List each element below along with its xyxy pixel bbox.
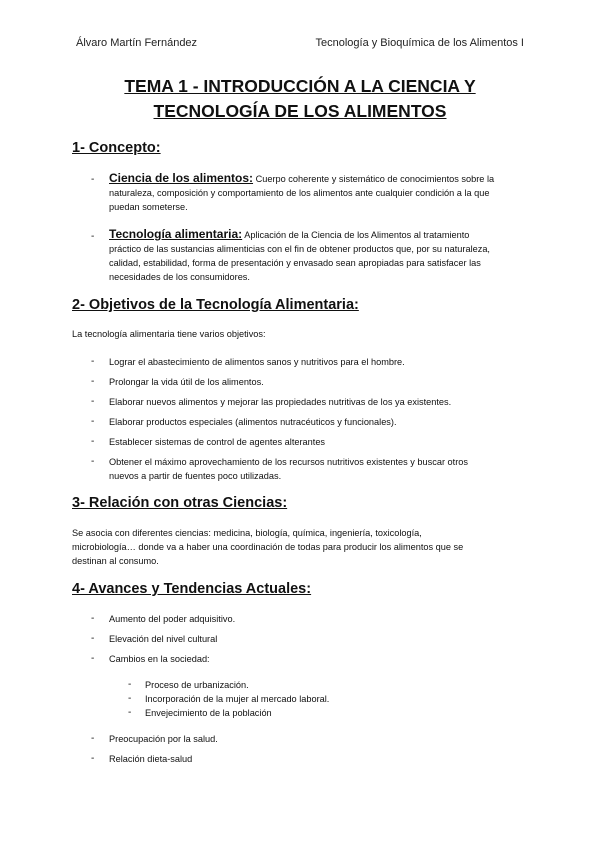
list-item: Obtener el máximo aprovechamiento de los recursos nutritivos existentes y buscar otros — [109, 457, 468, 467]
list-item: Relación dieta-salud — [109, 754, 193, 764]
sub-list-item: Proceso de urbanización. — [145, 680, 249, 690]
list-item: Prolongar la vida útil de los alimentos. — [109, 377, 264, 387]
title-line-1: TEMA 1 - INTRODUCCIÓN A LA CIENCIA Y — [124, 76, 476, 96]
bullet-dash: - — [91, 456, 95, 467]
bullet-dash: - — [91, 231, 95, 242]
list-item: Lograr el abastecimiento de alimentos sanos y nutritivos para el hombre. — [109, 357, 405, 367]
list-item: Elaborar productos especiales (alimentos nutracéuticos y funcionales). — [109, 417, 397, 427]
list-item: Preocupación por la salud. — [109, 734, 218, 744]
bullet-dash: - — [91, 174, 95, 185]
bullet-dash: - — [91, 733, 95, 744]
section-3-heading: 3- Relación con otras Ciencias: — [72, 495, 288, 511]
definition-text: Aplicación de la Ciencia de los Alimentos al tratamiento — [244, 230, 470, 240]
definition-1-line-3: puedan someterse. — [109, 202, 188, 212]
definition-term: Ciencia de los alimentos: — [109, 171, 254, 185]
list-item: Elevación del nivel cultural — [109, 634, 218, 644]
list-item-continuation: nuevos a partir de fuentes poco utilizadas. — [109, 471, 282, 481]
definition-2-line-2: práctico de las sustancias alimenticias con el fin de obtener productos que, por su naturaleza, — [109, 244, 490, 254]
section-3-line-2: microbiología… donde va a haber una coordinación de todas para producir los alimentos que se — [72, 542, 464, 552]
list-item: Cambios en la sociedad: — [109, 654, 210, 664]
bullet-dash: - — [91, 613, 95, 624]
definition-2-line-3: calidad, estabilidad, forma de presentación y envasado sean apropiadas para satisfacer las — [109, 258, 481, 268]
bullet-dash: - — [91, 416, 95, 427]
section-2-intro: La tecnología alimentaria tiene varios objetivos: — [72, 329, 266, 339]
title-line-2: TECNOLOGÍA DE LOS ALIMENTOS — [153, 101, 447, 121]
definition-2-line-4: necesidades de los consumidores. — [109, 272, 250, 282]
document-title — [0, 74, 600, 124]
list-item: Establecer sistemas de control de agentes alterantes — [109, 437, 326, 447]
sub-list-item: Envejecimiento de la población — [145, 708, 272, 718]
bullet-dash: - — [91, 653, 95, 664]
section-3-line-1: Se asocia con diferentes ciencias: medicina, biología, química, ingeniería, toxicología, — [72, 528, 422, 538]
bullet-dash: - — [91, 376, 95, 387]
section-1-heading: 1- Concepto: — [72, 140, 161, 156]
bullet-dash: - — [91, 356, 95, 367]
sub-bullet-dash: - — [128, 707, 132, 718]
definition-1-line-2: naturaleza, composición y comportamiento de los alimentos ante cualquier condición a la que — [109, 188, 490, 198]
section-2-heading: 2- Objetivos de la Tecnología Alimentaria: — [72, 297, 359, 313]
bullet-dash: - — [91, 436, 95, 447]
list-item: Elaborar nuevos alimentos y mejorar las propiedades nutritivas de los ya existentes. — [109, 397, 452, 407]
bullet-dash: - — [91, 633, 95, 644]
sub-bullet-dash: - — [128, 693, 132, 704]
sub-list-item: Incorporación de la mujer al mercado laboral. — [145, 694, 330, 704]
list-item: Aumento del poder adquisitivo. — [109, 614, 236, 624]
bullet-dash: - — [91, 753, 95, 764]
header-course: Tecnología y Bioquímica de los Alimentos I — [315, 37, 524, 49]
definition-text: Cuerpo coherente y sistemático de conocimientos sobre la — [255, 174, 495, 184]
section-4-heading: 4- Avances y Tendencias Actuales: — [72, 581, 312, 597]
header-author: Álvaro Martín Fernández — [76, 37, 198, 49]
definition-term: Tecnología alimentaria: — [109, 227, 243, 241]
section-3-line-3: destinan al consumo. — [72, 556, 159, 566]
sub-bullet-dash: - — [128, 679, 132, 690]
bullet-dash: - — [91, 396, 95, 407]
